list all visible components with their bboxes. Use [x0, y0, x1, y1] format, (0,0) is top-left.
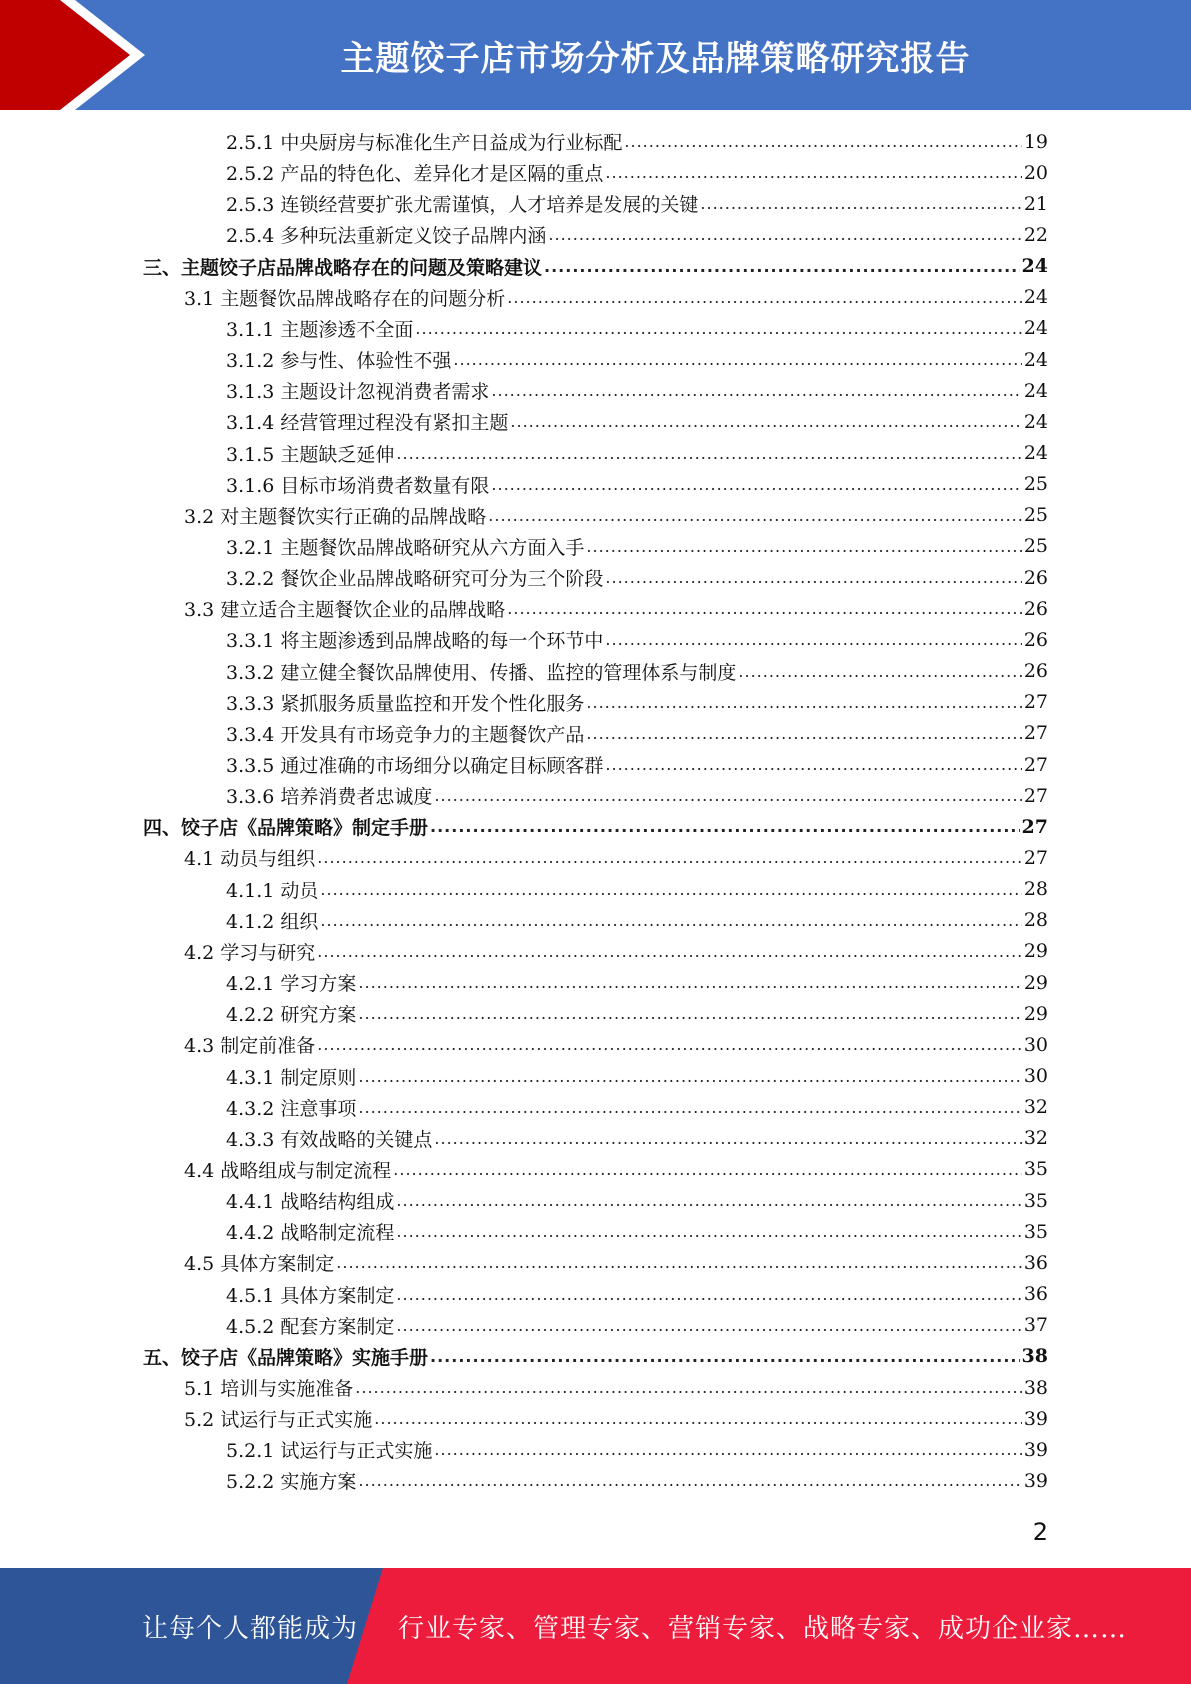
toc-entry-title: 5.2 试运行与正式实施	[184, 1409, 373, 1432]
toc-dot-leader	[396, 1310, 1021, 1341]
toc-entry[interactable]	[226, 126, 1048, 157]
toc-entry[interactable]	[226, 313, 1048, 344]
toc-entry-page: 27	[1023, 753, 1048, 776]
toc-dot-leader	[317, 1029, 1022, 1060]
toc-entry[interactable]	[226, 749, 1048, 780]
toc-entry[interactable]	[184, 936, 1048, 967]
page-number: 2	[1032, 1518, 1048, 1546]
document-title: 主题饺子店市场分析及品牌策略研究报告	[340, 38, 971, 79]
toc-entry-page: 36	[1023, 1251, 1048, 1274]
toc-entry-title: 5.2.1 试运行与正式实施	[226, 1440, 433, 1463]
toc-entry[interactable]	[226, 1279, 1048, 1310]
toc-entry[interactable]	[226, 1092, 1048, 1123]
toc-dot-leader	[453, 344, 1021, 375]
toc-dot-leader	[544, 251, 1020, 282]
toc-entry-page: 29	[1023, 971, 1048, 994]
toc-entry-title: 4.3 制定前准备	[184, 1035, 316, 1058]
toc-entry-page: 24	[1023, 317, 1048, 340]
toc-entry[interactable]	[226, 157, 1048, 188]
toc-entry-title: 4.3.2 注意事项	[226, 1097, 357, 1120]
header-corner-arrow-icon	[0, 0, 150, 110]
toc-entry[interactable]	[226, 905, 1048, 936]
toc-dot-leader	[605, 157, 1021, 188]
toc-entry-page: 24	[1023, 348, 1048, 371]
toc-entry-page: 38	[1021, 1345, 1048, 1368]
toc-dot-leader	[605, 562, 1021, 593]
toc-dot-leader	[317, 842, 1022, 873]
toc-entry-title: 4.3.3 有效战略的关键点	[226, 1128, 433, 1151]
toc-entry-page: 28	[1023, 909, 1048, 932]
toc-dot-leader	[336, 1247, 1022, 1278]
toc-entry[interactable]	[184, 1403, 1048, 1434]
toc-entry[interactable]	[226, 219, 1048, 250]
toc-entry-page: 36	[1023, 1283, 1048, 1306]
toc-entry[interactable]	[143, 1341, 1048, 1372]
toc-dot-leader	[586, 718, 1021, 749]
toc-entry-title: 3.1.1 主题渗透不全面	[226, 318, 414, 341]
toc-entry-title: 2.5.1 中央厨房与标准化生产日益成为行业标配	[226, 132, 623, 154]
toc-entry-page: 22	[1023, 223, 1048, 246]
toc-dot-leader	[358, 998, 1021, 1029]
toc-entry[interactable]	[226, 1061, 1048, 1092]
toc-entry-title: 4.5.1 具体方案制定	[226, 1284, 395, 1307]
toc-entry-page: 28	[1023, 878, 1048, 901]
toc-entry-title: 3.1.3 主题设计忽视消费者需求	[226, 381, 490, 404]
toc-entry-title: 4.4.1 战略结构组成	[226, 1191, 395, 1214]
toc-entry-page: 30	[1023, 1065, 1048, 1087]
toc-dot-leader	[396, 1216, 1021, 1247]
page-footer	[0, 1568, 1191, 1684]
toc-entry-page: 37	[1023, 1314, 1048, 1337]
toc-dot-leader	[586, 687, 1021, 718]
toc-entry-page: 21	[1023, 192, 1048, 215]
toc-entry-page: 24	[1023, 286, 1048, 309]
toc-entry[interactable]	[226, 469, 1048, 500]
toc-entry[interactable]	[226, 624, 1048, 655]
toc-dot-leader	[491, 469, 1021, 500]
toc-entry[interactable]	[226, 1434, 1048, 1465]
toc-dot-leader	[415, 313, 1021, 344]
toc-entry-page: 30	[1023, 1033, 1048, 1056]
toc-dot-leader	[430, 1341, 1020, 1372]
toc-entry-title: 五、饺子店《品牌策略》实施手册	[143, 1346, 429, 1369]
toc-dot-leader	[374, 1403, 1022, 1434]
toc-entry-title: 三、主题饺子店品牌战略存在的问题及策略建议	[143, 256, 543, 279]
toc-entry-title: 3.3.5 通过准确的市场细分以确定目标顾客群	[226, 755, 604, 777]
toc-entry-page: 19	[1023, 130, 1048, 153]
toc-entry[interactable]	[226, 780, 1048, 811]
toc-entry-title: 3.1.2 参与性、体验性不强	[226, 350, 452, 373]
toc-entry[interactable]	[226, 344, 1048, 375]
toc-entry-page: 27	[1023, 846, 1048, 869]
toc-entry-page: 35	[1023, 1220, 1048, 1243]
toc-entry-title: 4.1.2 组织	[226, 910, 319, 933]
toc-entry[interactable]	[226, 438, 1048, 469]
toc-entry-page: 35	[1023, 1189, 1048, 1212]
toc-entry-title: 2.5.2 产品的特色化、差异化才是区隔的重点	[226, 163, 604, 186]
toc-entry[interactable]	[226, 687, 1048, 718]
toc-dot-leader	[700, 188, 1021, 219]
toc-entry-page: 29	[1023, 1002, 1048, 1025]
toc-dot-leader	[510, 406, 1021, 437]
toc-entry-page: 25	[1023, 504, 1048, 527]
toc-entry-title: 4.3.1 制定原则	[226, 1066, 357, 1089]
toc-dot-leader	[358, 1061, 1021, 1092]
toc-entry[interactable]	[184, 282, 1048, 313]
toc-entry[interactable]	[143, 251, 1048, 282]
toc-entry-title: 3.2.2 餐饮企业品牌战略研究可分为三个阶段	[226, 568, 604, 591]
toc-entry[interactable]	[226, 967, 1048, 998]
toc-dot-leader	[320, 905, 1021, 936]
toc-dot-leader	[430, 811, 1020, 842]
toc-entry[interactable]	[226, 656, 1048, 687]
footer-slogan-left: 让每个人都能成为	[142, 1613, 359, 1644]
toc-entry[interactable]	[226, 375, 1048, 406]
toc-entry-title: 4.4 战略组成与制定流程	[184, 1159, 392, 1182]
toc-entry-title: 四、饺子店《品牌策略》制定手册	[143, 817, 429, 840]
toc-dot-leader	[586, 531, 1021, 562]
toc-entry[interactable]	[226, 1465, 1048, 1496]
toc-entry[interactable]	[226, 188, 1048, 219]
toc-entry-title: 4.1 动员与组织	[184, 848, 316, 871]
toc-entry-page: 24	[1023, 410, 1048, 433]
toc-entry-page: 27	[1023, 691, 1048, 714]
toc-entry-title: 3.3.2 建立健全餐饮品牌使用、传播、监控的管理体系与制度	[226, 661, 737, 684]
page-header	[0, 0, 1191, 110]
toc-entry-title: 3.3.6 培养消费者忠诚度	[226, 786, 433, 809]
toc-entry-page: 25	[1023, 535, 1048, 558]
toc-entry[interactable]	[226, 531, 1048, 562]
toc-entry-title: 3.1 主题餐饮品牌战略存在的问题分析	[184, 287, 506, 310]
toc-entry-page: 32	[1023, 1127, 1048, 1150]
toc-entry-title: 3.1.4 经营管理过程没有紧扣主题	[226, 412, 509, 435]
toc-dot-leader	[605, 749, 1021, 780]
toc-entry-title: 2.5.3 连锁经营要扩张尤需谨慎，人才培养是发展的关键	[226, 194, 699, 217]
toc-dot-leader	[507, 593, 1022, 624]
toc-entry-page: 39	[1023, 1407, 1048, 1430]
toc-entry[interactable]	[226, 1123, 1048, 1154]
toc-entry[interactable]	[143, 811, 1048, 842]
toc-dot-leader	[396, 1185, 1021, 1216]
toc-dot-leader	[320, 874, 1021, 905]
toc-entry-title: 4.2 学习与研究	[184, 941, 316, 964]
toc-entry-title: 4.2.2 研究方案	[226, 1004, 357, 1027]
toc-entry-page: 38	[1023, 1376, 1048, 1399]
toc-dot-leader	[507, 282, 1022, 313]
toc-entry-title: 3.2 对主题餐饮实行正确的品牌战略	[184, 505, 487, 528]
toc-dot-leader	[488, 500, 1022, 531]
toc-entry-title: 3.3.1 将主题渗透到品牌战略的每一个环节中	[226, 630, 604, 653]
toc-entry-page: 29	[1023, 940, 1048, 963]
toc-entry-page: 35	[1023, 1158, 1048, 1181]
toc-entry[interactable]	[226, 1310, 1048, 1341]
toc-dot-leader	[605, 624, 1021, 655]
toc-entry[interactable]	[226, 1216, 1048, 1247]
toc-dot-leader	[434, 1123, 1021, 1154]
toc-dot-leader	[358, 1092, 1021, 1123]
toc-entry[interactable]	[184, 593, 1048, 624]
toc-entry-page: 25	[1023, 473, 1048, 496]
toc-entry-title: 3.3.4 开发具有市场竞争力的主题餐饮产品	[226, 723, 585, 746]
toc-entry[interactable]	[226, 718, 1048, 749]
toc-entry-page: 39	[1023, 1438, 1048, 1461]
toc-entry-page: 27	[1023, 784, 1048, 807]
toc-entry[interactable]	[184, 500, 1048, 531]
toc-entry-title: 3.3 建立适合主题餐饮企业的品牌战略	[184, 599, 506, 622]
toc-dot-leader	[491, 375, 1021, 406]
toc-entry-page: 26	[1023, 566, 1048, 589]
toc-dot-leader	[624, 126, 1021, 157]
toc-entry-page: 26	[1023, 628, 1048, 651]
toc-entry[interactable]	[226, 406, 1048, 437]
toc-entry-title: 3.1.5 主题缺乏延伸	[226, 443, 395, 466]
toc-entry-page: 39	[1023, 1469, 1048, 1492]
toc-entry-page: 27	[1023, 722, 1048, 745]
toc-entry[interactable]	[226, 998, 1048, 1029]
toc-entry-title: 4.2.1 学习方案	[226, 973, 357, 996]
toc-entry-title: 4.4.2 战略制定流程	[226, 1222, 395, 1245]
toc-entry-title: 4.5 具体方案制定	[184, 1253, 335, 1276]
toc-dot-leader	[396, 438, 1021, 469]
toc-entry[interactable]	[184, 1247, 1048, 1278]
toc-entry[interactable]	[184, 1029, 1048, 1060]
toc-dot-leader	[396, 1279, 1021, 1310]
toc-dot-leader	[355, 1372, 1022, 1403]
toc-entry-page: 20	[1023, 161, 1048, 184]
toc-entry[interactable]	[226, 874, 1048, 905]
toc-entry-title: 5.2.2 实施方案	[226, 1471, 357, 1494]
toc-entry-title: 2.5.4 多种玩法重新定义饺子品牌内涵	[226, 225, 547, 248]
toc-entry[interactable]	[184, 1154, 1048, 1185]
toc-entry-title: 3.1.6 目标市场消费者数量有限	[226, 474, 490, 497]
toc-entry-page: 32	[1023, 1096, 1048, 1119]
toc-entry[interactable]	[226, 562, 1048, 593]
toc-dot-leader	[738, 656, 1021, 687]
toc-dot-leader	[434, 780, 1021, 811]
toc-entry-title: 4.1.1 动员	[226, 879, 319, 902]
toc-dot-leader	[317, 936, 1022, 967]
toc-entry-title: 5.1 培训与实施准备	[184, 1378, 354, 1400]
toc-entry[interactable]	[184, 1372, 1048, 1403]
toc-entry[interactable]	[226, 1185, 1048, 1216]
toc-dot-leader	[358, 967, 1021, 998]
toc-entry-page: 24	[1023, 379, 1048, 402]
toc-entry-title: 3.3.3 紧抓服务质量监控和开发个性化服务	[226, 692, 585, 715]
toc-dot-leader	[434, 1434, 1021, 1465]
footer-slogan-right: 行业专家、管理专家、营销专家、战略专家、成功企业家……	[398, 1613, 1128, 1644]
toc-entry-page: 26	[1023, 597, 1048, 620]
toc-dot-leader	[548, 219, 1021, 250]
toc-entry-page: 26	[1023, 660, 1048, 683]
toc-entry-title: 3.2.1 主题餐饮品牌战略研究从六方面入手	[226, 536, 585, 559]
toc-entry-page: 24	[1023, 442, 1048, 464]
toc-entry[interactable]	[184, 842, 1048, 873]
toc-entry-page: 24	[1021, 255, 1048, 278]
toc-entry-title: 4.5.2 配套方案制定	[226, 1315, 395, 1338]
toc-dot-leader	[393, 1154, 1022, 1185]
toc-dot-leader	[358, 1465, 1021, 1496]
toc-entry-page: 27	[1021, 815, 1048, 838]
